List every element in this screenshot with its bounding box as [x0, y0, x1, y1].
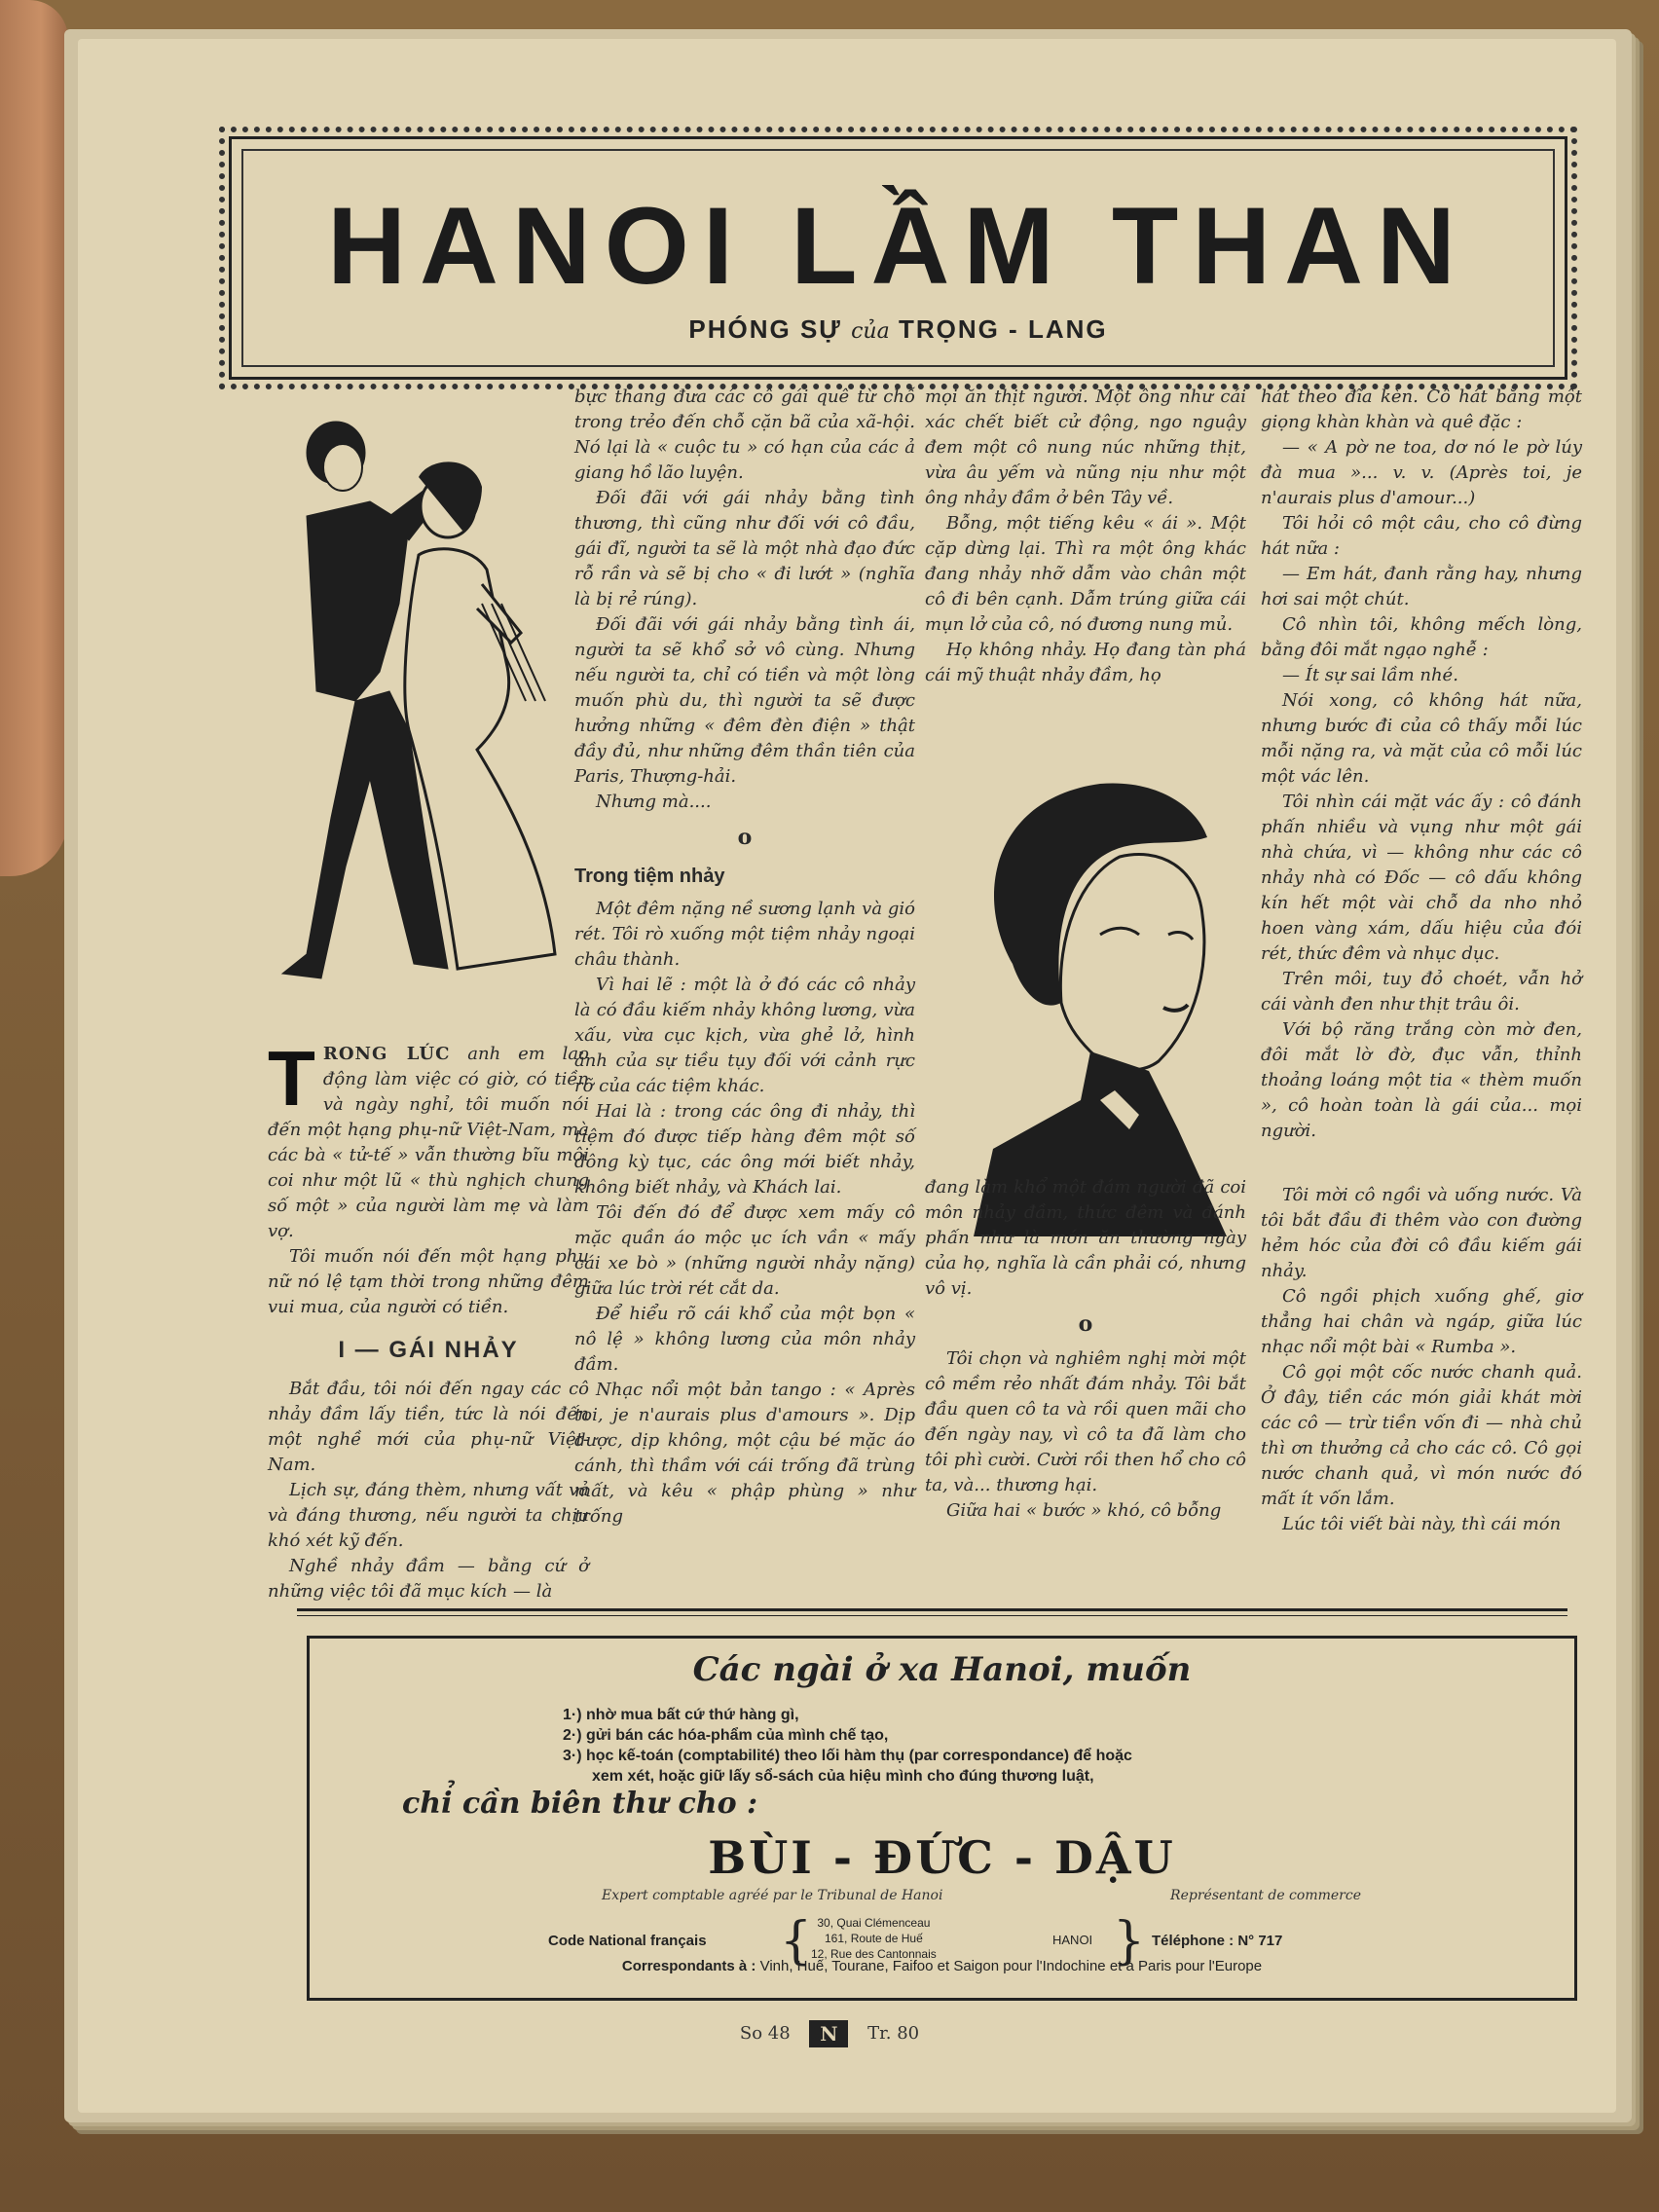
- paragraph: — « A pờ ne toa, dơ nó le pờ lúy đà mua »... v. v. (Après toi, je n'aurais plus d'amour...): [1261, 437, 1582, 508]
- paragraph: Nhạc nổi một bản tango : « Après toi, je n'aurais plus d'amours ». Dịp dược, dịp không, một cậu bé mặc áo cánh, thì thầm với cái trống đã trùng mất, và kêu « phập phùng » như trống: [574, 1380, 915, 1527]
- paragraph: bực thang đưa các cô gái quê từ chỗ trong trẻo đến chỗ cặn bã của xã-hội. Nó lại là « cuộc tu » có hạn của các ả giang hồ lão luyện.: [574, 387, 915, 483]
- ad-title-left: Expert comptable agréé par le Tribunal de Hanoi: [602, 1888, 943, 1903]
- paragraph: — Em hát, đanh rằng hay, nhưng hơi sai một chút.: [1261, 564, 1582, 609]
- paragraph: Nói xong, cô không hát nữa, nhưng bước đi của cô thấy mỗi lúc mỗi nặng ra, và mặt của cô mỗi lúc một vác lên.: [1261, 690, 1582, 787]
- ad-street: 30, Quai Clémenceau: [817, 1916, 931, 1930]
- article-column-3: [925, 385, 1246, 1524]
- ad-titles: [602, 1888, 1361, 1903]
- issue-number: So 48: [739, 2023, 791, 2044]
- ad-title-right: Représentant de commerce: [1170, 1888, 1361, 1903]
- paragraph: Cô gọi một cốc nước chanh quả. Ở đây, tiền các món giải khát mời các cô — trừ tiền vốn đi — nhà chủ thì ơn thưởng cả cho các cô. Cô gọi nước chanh quả, vì món nước đó mất ít vốn lắm.: [1261, 1362, 1582, 1509]
- byline-author: TRỌNG - LANG: [898, 314, 1108, 344]
- lead-words: RONG LÚC: [322, 1044, 451, 1064]
- hand: [0, 0, 68, 876]
- paragraph: — Ít sự sai lầm nhé.: [1282, 665, 1458, 685]
- paragraph: mọi ăn thịt người. Một ông như cái xác chết biết cử động, ngo nguậy đem một cô nung núc những thịt, vừa âu yếm và nũng nịu như một ông nhảy đầm ở bên Tây về.: [925, 387, 1246, 508]
- illustration-spacer: [925, 688, 1246, 1175]
- ad-city: HANOI: [1052, 1933, 1093, 1947]
- paragraph: Nghề nhảy đầm — bằng cứ ở những việc tôi đã mục kích — là: [268, 1556, 589, 1602]
- advertisement-box: [307, 1636, 1577, 2001]
- paragraph: Tôi muốn nói đến một hạng phụ nữ nó lệ tạm thời trong những đêm vui mua, của người có tiền.: [268, 1246, 589, 1317]
- dancing-couple-illustration: [263, 409, 574, 1013]
- paragraph: Để hiểu rõ cái khổ của một bọn « nô lệ » không lương của môn nhảy đầm.: [574, 1304, 915, 1375]
- page-number: Tr. 80: [867, 2023, 920, 2044]
- ad-street: 161, Route de Huế: [825, 1932, 923, 1945]
- magazine-logo-icon: N: [809, 2020, 848, 2047]
- paragraph: Bỗng, một tiếng kêu « ái ». Một cặp dừng lại. Thì ra một ông khác đang nhảy nhỡ dẫm vào chân một cô đi bên cạnh. Dẫm trúng giữa cái mụn lở của cô, nó đương nung mủ.: [925, 513, 1246, 635]
- paragraph: Lịch sự, đáng thèm, nhưng vất vả và đáng thương, nếu người ta chịu khó xét kỹ đến.: [268, 1480, 589, 1551]
- byline: [232, 314, 1565, 345]
- drop-cap: T: [268, 1035, 315, 1122]
- byline-prefix: PHÓNG SỰ: [688, 314, 842, 344]
- paragraph: Lúc tôi viết bài này, thì cái món: [1282, 1514, 1562, 1534]
- paragraph: Một đêm nặng nề sương lạnh và gió rét. Tôi rò xuống một tiệm nhảy ngoại châu thành.: [574, 899, 915, 970]
- ad-business-name: BÙI - ĐỨC - DẬU: [708, 1831, 1176, 1884]
- paragraph: Với bộ răng trắng còn mờ đen, đôi mắt lờ đờ, đục vẫn, thỉnh thoảng loáng một tia « thèm muốn », cô hoàn toàn là gái của... mọi người.: [1261, 1019, 1582, 1141]
- byline-of: của: [851, 319, 890, 344]
- paragraph: Hai là : trong các ông đi nhảy, thì tiệm đó được tiếp hàng đêm một số đông kỳ tục, các ông mới biết nhảy, không biết nhảy, và Khách lai.: [574, 1101, 915, 1198]
- ad-correspondents-text: Vinh, Huế, Tourane, Faifoo et Saigon pour l'Indochine et à Paris pour l'Europe: [759, 1958, 1263, 1974]
- paragraph: Tôi chọn và nghiêm nghị mời một cô mềm rẻo nhất đám nhảy. Tôi bắt đầu quen cô ta và rồi quen mãi cho đến ngày nay, vì cô ta đã làm cho tôi phì cười. Cười rồi then hổ cho cô ta, và... thương hại.: [925, 1348, 1246, 1495]
- section-divider: o: [737, 825, 753, 850]
- paragraph: Cô nhìn tôi, không mếch lòng, bằng đôi mắt ngạo nghễ :: [1261, 614, 1582, 660]
- page-footer: [0, 2020, 1659, 2047]
- paragraph: Đối đãi với gái nhảy bằng tình ái, người ta sẽ khổ sở vô cùng. Nhưng nếu người ta, chỉ có tiền và một lòng muốn phù du, thì người ta sẽ được hưởng những « đêm đèn điện » thật đầy đủ, như những đêm thần tiên của Paris, Thượng-hải.: [574, 614, 915, 787]
- section-heading: I — GÁI NHẢY: [338, 1337, 519, 1363]
- ad-correspondents-label: Correspondants à :: [621, 1958, 756, 1974]
- article-column-1: [268, 1035, 589, 1604]
- subheading: Trong tiệm nhảy: [574, 866, 725, 887]
- paragraph: Vì hai lẽ : một là ở đó các cô nhảy là có đầu kiếm nhảy không lương, vừa xấu, vừa cục kịch, vừa ghẻ lở, hình ảnh của sự tiều tụy đối với cảnh rực rỡ của các tiệm khác.: [574, 975, 915, 1096]
- paragraph: đang làm khổ một đám người đã coi môn nhảy đầm, thức đêm và đánh phấn như là món ăn thường ngày của họ, nghĩa là cần phải có, nhưng vô vị.: [925, 1177, 1246, 1299]
- ad-telephone: Téléphone : N° 717: [1152, 1933, 1283, 1949]
- paragraph: Đối đãi với gái nhảy bằng tình thương, thì cũng như đối với cô đầu, gái đĩ, người ta sẽ là một nhà đạo đức rỗ rần và sẽ bị cho « đi lướt » (nghĩa là bị rẻ rúng).: [574, 488, 915, 609]
- double-rule-divider: [297, 1608, 1567, 1616]
- ad-service-item-cont: xem xét, hoặc giữ lấy sổ-sách của hiệu mình cho đúng thương luật,: [592, 1768, 1094, 1785]
- ad-heading: Các ngài ở xa Hanoi, muốn: [692, 1650, 1192, 1689]
- ad-service-item: 2·) gửi bán các hóa-phẩm của mình chế tạo,: [563, 1727, 889, 1744]
- paragraph: Họ không nhảy. Họ đang tàn phá cái mỹ thuật nhảy đầm, họ: [925, 640, 1246, 685]
- ad-service-list: [563, 1705, 1361, 1787]
- paragraph: anh em lao động làm việc có giờ, có tiền và ngày nghỉ, tôi muốn nói đến một hạng phụ-nữ Việt-Nam, mà các bà « tử-tế » vẫn thường bĩu môi coi như một lũ « thù nghịch chung số một » của người làm mẹ và làm vợ.: [268, 1044, 589, 1241]
- masthead: [229, 136, 1567, 380]
- paragraph: Tôi hỏi cô một câu, cho cô đừng hát nữa :: [1261, 513, 1582, 559]
- ad-street-list: [811, 1915, 937, 1962]
- page-title: HANOI LẦM THAN: [327, 185, 1469, 307]
- section-divider: o: [1078, 1311, 1093, 1337]
- ad-code-label: Code National français: [548, 1933, 707, 1949]
- paragraph: Bắt đầu, tôi nói đến ngay các cô nhảy đầm lấy tiền, tức là nói đến một nghề mới của phụ-nữ Việt-Nam.: [268, 1379, 589, 1475]
- paragraph: Nhưng mà....: [596, 792, 712, 812]
- paragraph: Cô ngồi phịch xuống ghế, giơ thẳng hai chân và ngáp, giữa lúc nhạc nổi một bài « Rumba ».: [1261, 1286, 1582, 1357]
- opening-paragraph: [268, 1035, 589, 1244]
- paragraph: hát theo đĩa kèn. Cô hát bằng một giọng khàn khàn và quê đặc :: [1261, 387, 1582, 432]
- brace-left-icon: {: [780, 1912, 813, 1971]
- ad-call-to-action: chỉ cần biên thư cho :: [402, 1787, 758, 1821]
- paragraph: Tôi nhìn cái mặt vác ấy : cô đánh phấn nhiều và vụng như một gái nhà chứa, vì — không như các cô nhảy nhà có Đốc — cô dấu không kín hết một vài chỗ da nho nhỏ hoen vàng xám, dấu hiệu của đói rét, thức đêm và nhục dục.: [1261, 792, 1582, 964]
- article-column-2: [574, 385, 915, 1530]
- article-column-4: [1261, 385, 1582, 1537]
- paragraph: Trên môi, tuy đỏ choét, vẫn hở cái vành đen như thịt trâu ôi.: [1261, 969, 1582, 1014]
- paragraph: Giữa hai « bước » khó, cô bỗng: [946, 1500, 1222, 1521]
- ad-service-item: 3·) học kế-toán (comptabilité) theo lối hàm thụ (par correspondance) để hoặc: [563, 1748, 1132, 1764]
- paragraph: Tôi đến đó để được xem mấy cô mặc quần áo mộc ục ích vần « mấy cái xe bò » (những người nhảy nặng) giữa lúc trời rét cắt da.: [574, 1202, 915, 1299]
- ad-service-item: 1·) nhờ mua bất cứ thứ hàng gì,: [563, 1707, 799, 1723]
- ad-street: 12, Rue des Cantonnais: [811, 1947, 937, 1961]
- brace-right-icon: }: [1113, 1912, 1146, 1971]
- paragraph-gap: [1261, 1144, 1582, 1183]
- ad-correspondents: [310, 1958, 1574, 1974]
- paragraph: Tôi mời cô ngồi và uống nước. Và tôi bắt đầu đi thêm vào con đường hẻm hóc của đời cô đầu kiếm gái nhảy.: [1261, 1185, 1582, 1281]
